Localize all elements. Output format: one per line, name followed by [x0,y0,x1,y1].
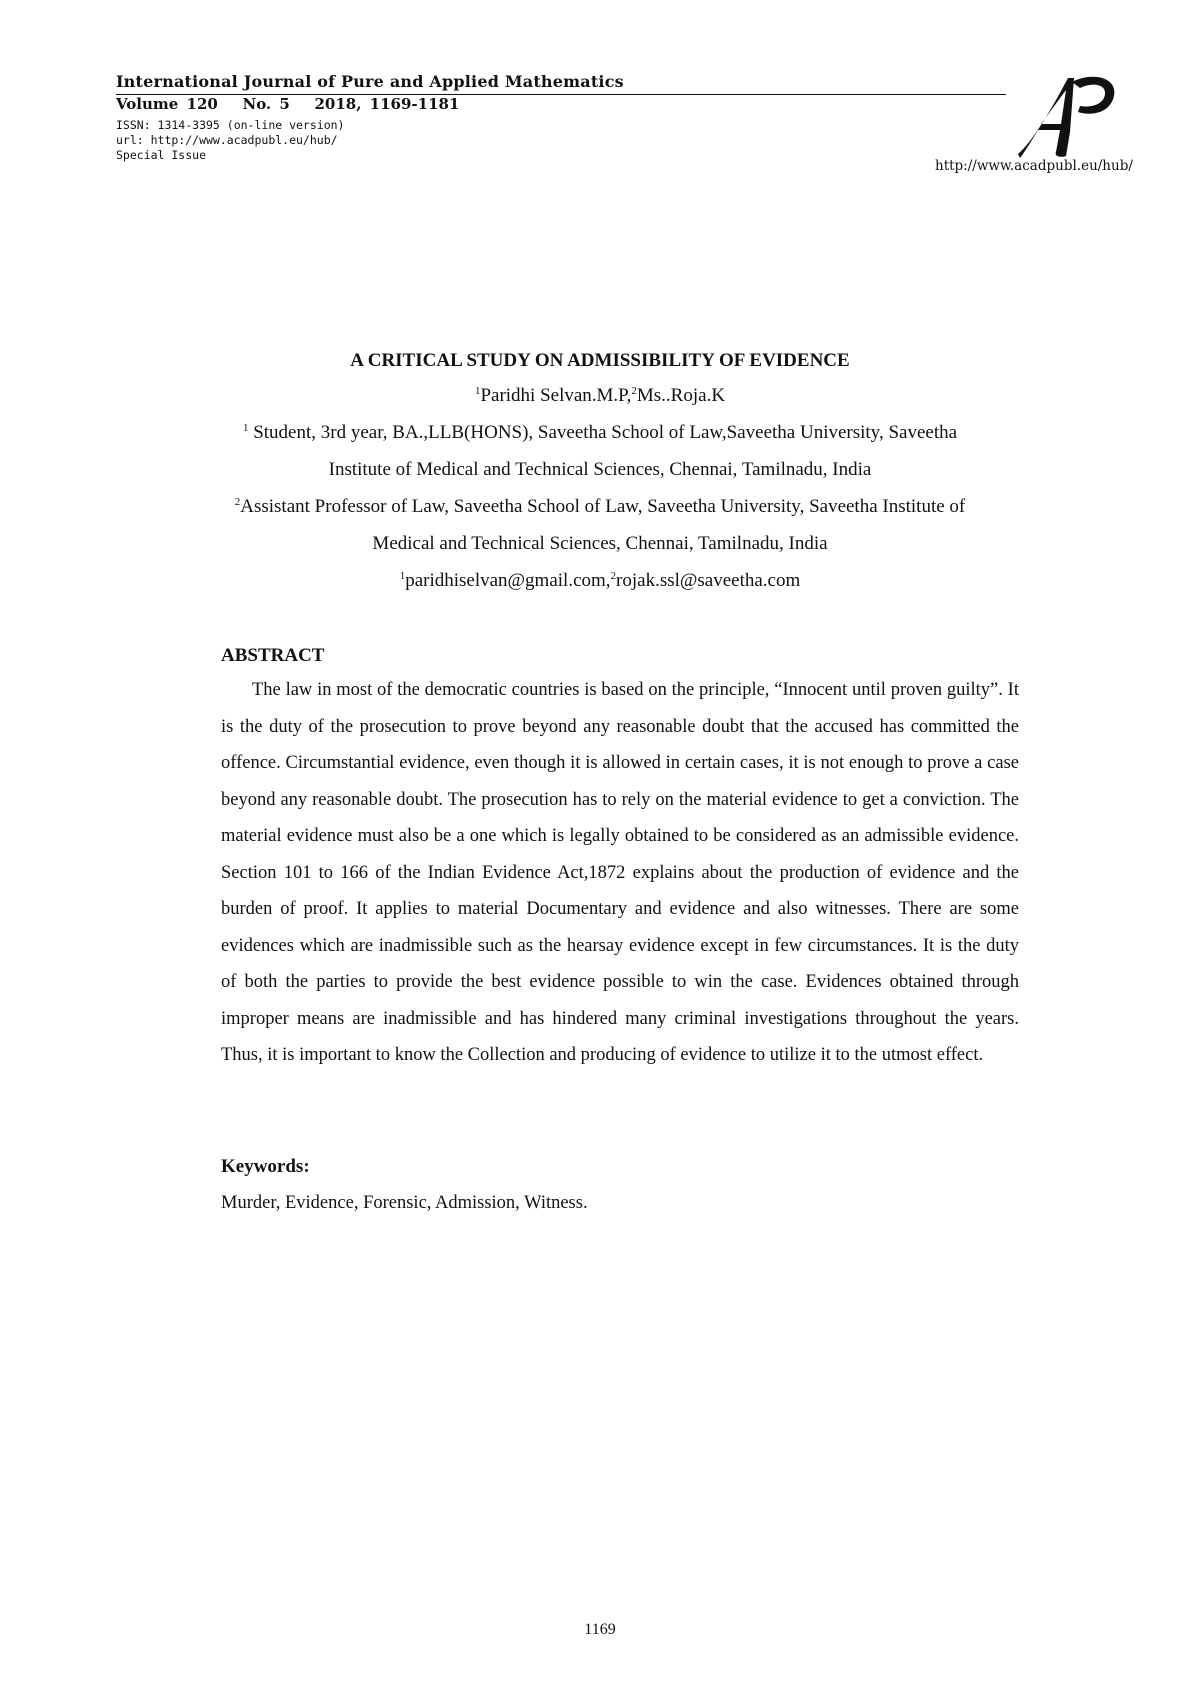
affiliation-1-line-2: Institute of Medical and Technical Sciences, Chennai, Tamilnadu, India [328,459,872,480]
journal-title: International Journal of Pure and Applied Mathematics [116,72,624,91]
author-1: Paridhi Selvan.M.P, [480,385,632,406]
affiliation-2-text-1: Assistant Professor of Law, Saveetha School of Law, Saveetha University, Saveetha Institute of [240,496,966,517]
email-line [150,570,1050,592]
email-2-sup: 2 [610,570,617,582]
affiliation-1-line-1 [100,422,1100,444]
affiliation-2-line-1 [100,496,1100,518]
journal-header [116,72,1006,92]
author-2: Ms..Roja.K [636,385,726,406]
affiliation-1-sup: 1 [242,422,249,434]
page-number: 1169 [584,1621,616,1638]
email-1: paridhiselvan@gmail.com, [405,570,611,591]
affiliation-1-text-1: Student, 3rd year, BA.,LLB(HONS), Saveetha School of Law,Saveetha University, Saveetha [248,422,958,443]
email-1-sup: 1 [399,570,406,582]
keywords-body: Murder, Evidence, Forensic, Admission, Witness. [221,1193,588,1213]
keywords-heading: Keywords: [221,1156,310,1177]
author-line [150,385,1050,407]
affiliation-2-sup: 2 [234,496,241,508]
affiliation-2-line-2: Medical and Technical Sciences, Chennai, Tamilnadu, India [372,533,828,554]
abstract-body: The law in most of the democratic countries is based on the principle, “Innocent until proven guilty”. It is the duty of the prosecution to prove beyond any reasonable doubt that the accused has committed the offence. Circumstantial evidence, even though it is allowed in certain cases, it is not enough to prove a case beyond any reasonable doubt. The prosecution has to rely on the material evidence to get a conviction. The material evidence must also be a one which is legally obtained to be considered as an admissible evidence. Section 101 to 166 of the Indian Evidence Act,1872 explains about the production of evidence and the burden of proof. It applies to material Documentary and evidence and also witnesses. There are some evidences which are inadmissible such as the hearsay evidence except in few circumstances. It is the duty of both the parties to provide the best evidence possible to win the case. Evidences obtained through improper means are inadmissible and has hindered many criminal investigations throughout the years. Thus, it is important to know the Collection and producing of evidence to utilize it to the utmost effect. [221,680,1019,1065]
email-2: rojak.ssl@saveetha.com [616,570,801,591]
author-2-sup: 2 [631,385,637,397]
author-1-sup: 1 [474,385,481,397]
journal-issue: Special Issue [116,148,207,162]
paper-title: A CRITICAL STUDY ON ADMISSIBILITY OF EVIDENCE [350,350,850,371]
journal-url: url: http://www.acadpubl.eu/hub/ [116,133,338,147]
abstract-heading: ABSTRACT [221,645,325,666]
publisher-logo [1010,72,1120,162]
journal-volume: Volume 120 No. 5 2018, 1169-1181 [116,95,460,113]
publisher-url: http://www.acadpubl.eu/hub/ [935,158,1133,174]
journal-issn: ISSN: 1314-3395 (on-line version) [116,118,345,132]
